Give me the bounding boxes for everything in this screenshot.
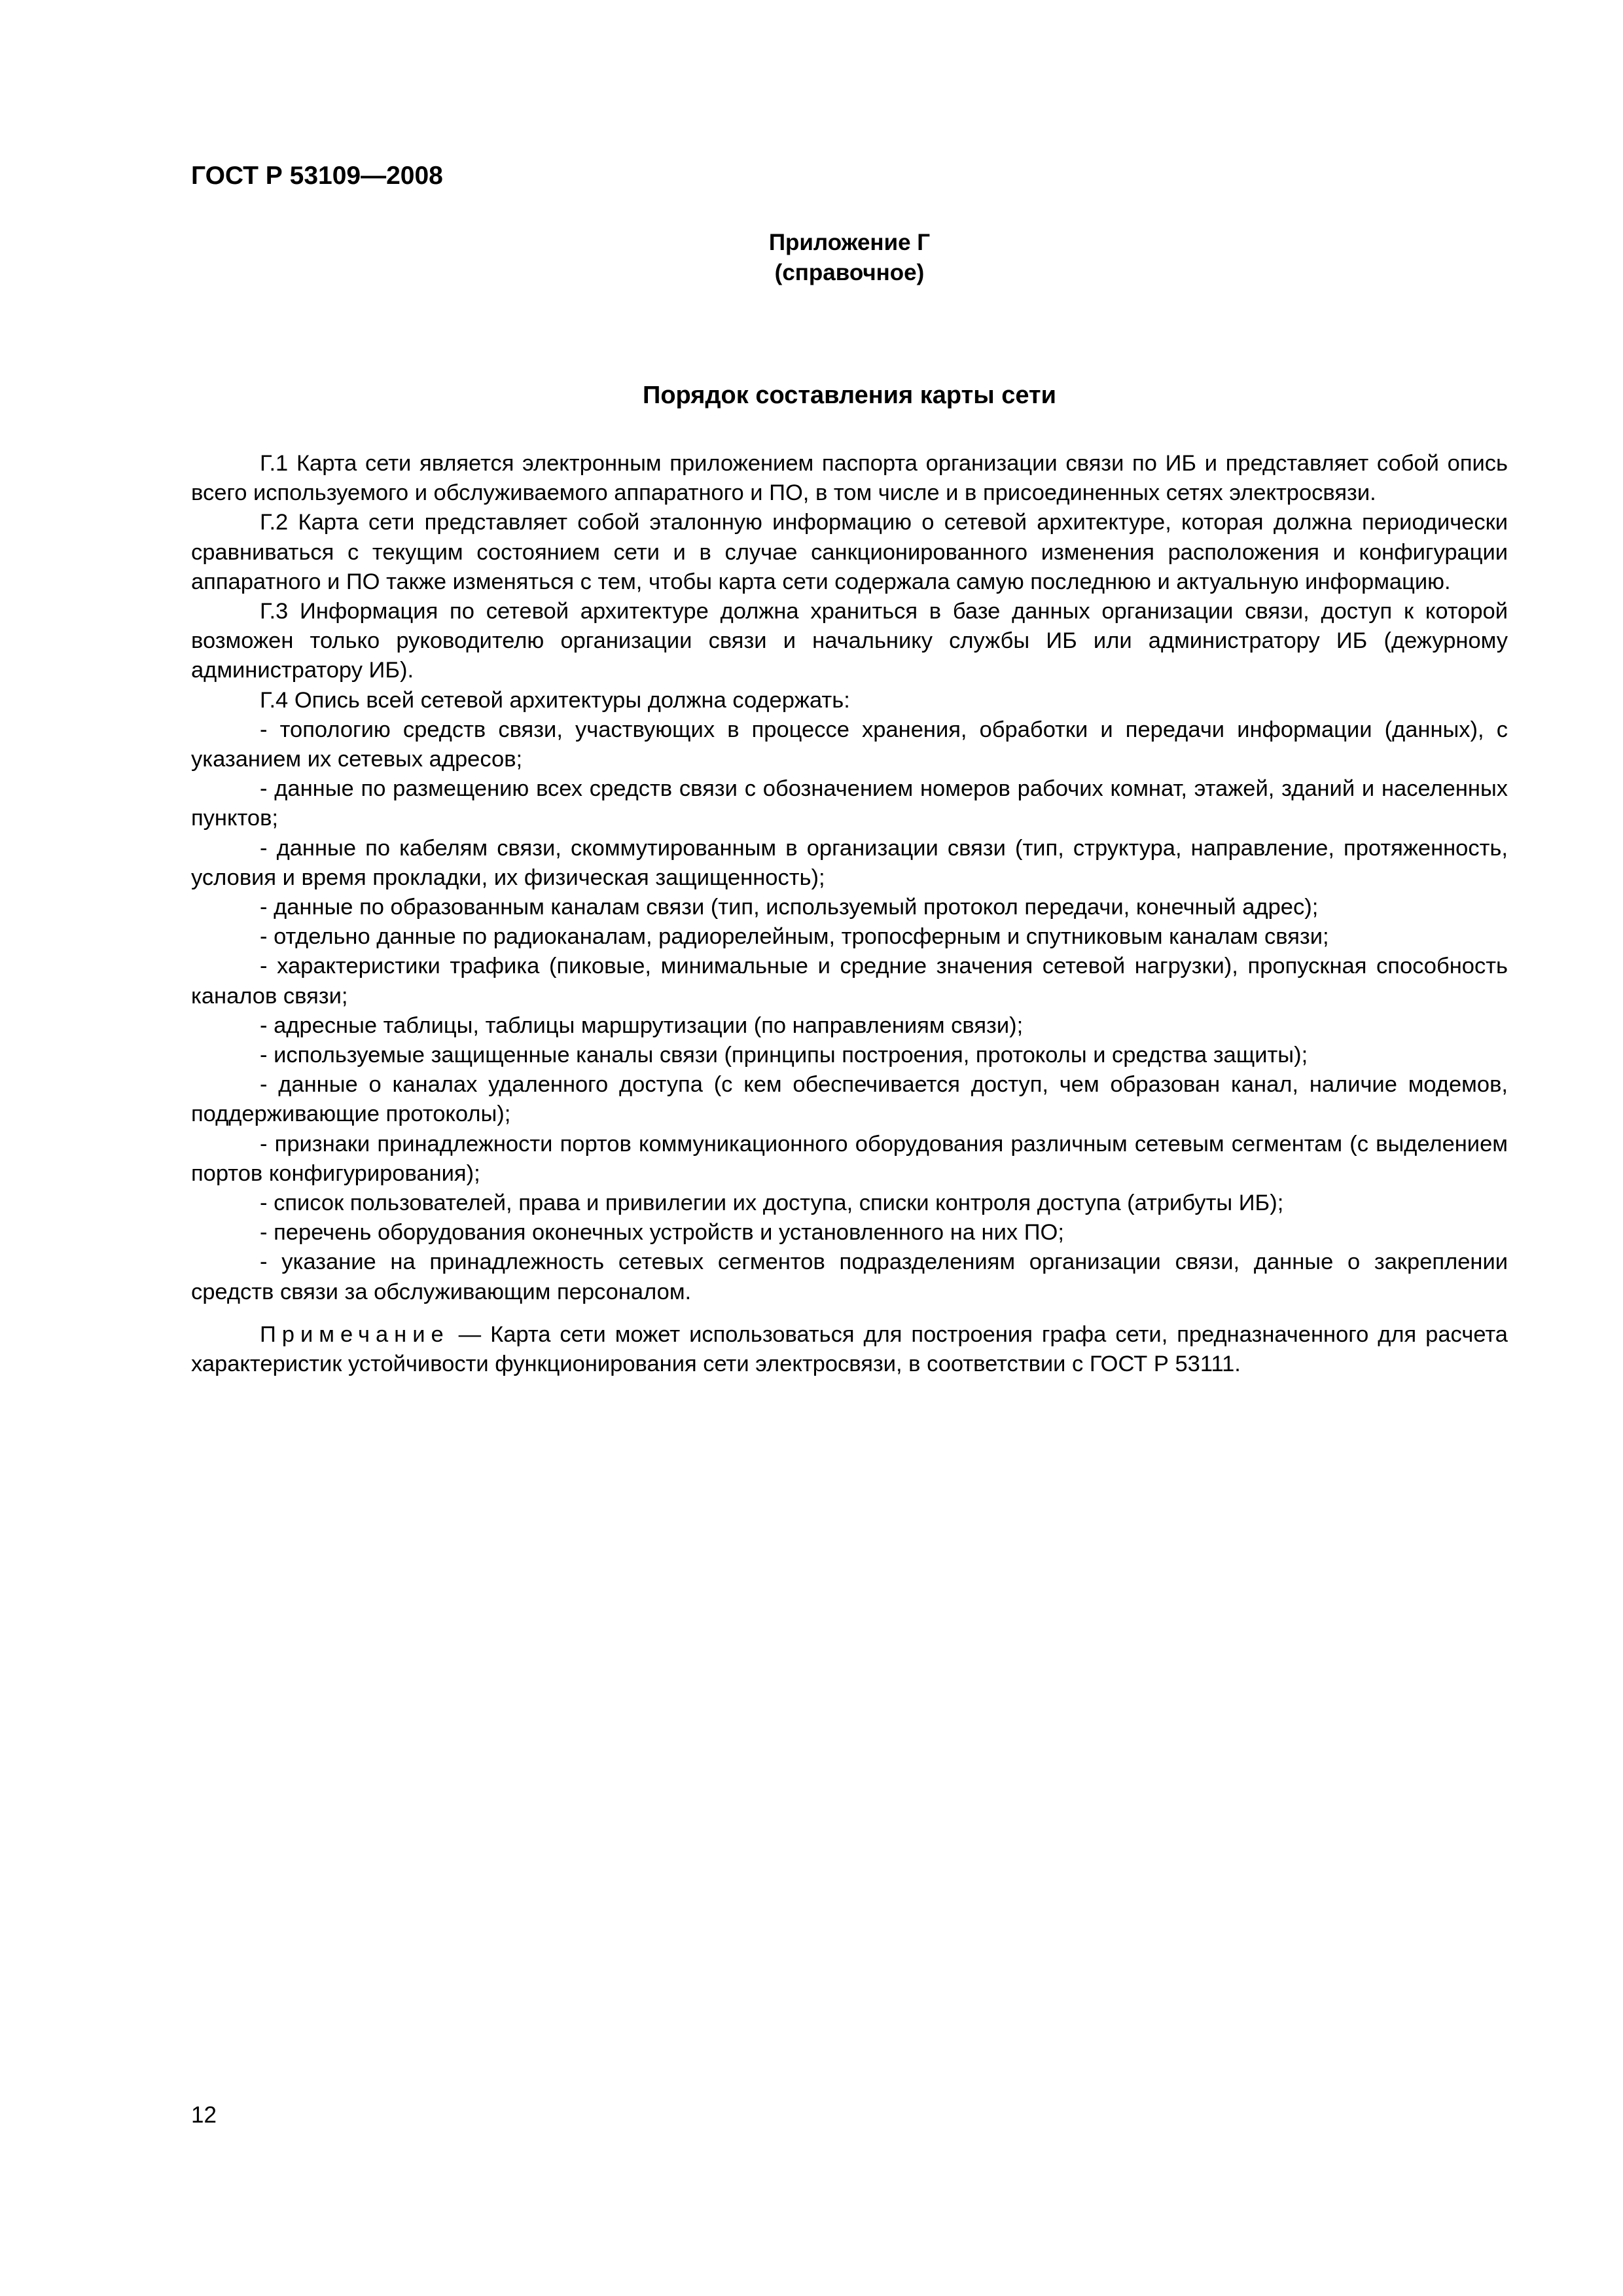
note-paragraph xyxy=(191,1320,1508,1379)
list-item: - данные по размещению всех средств связи с обозначением номеров рабочих комнат, этажей, зданий и населенных пунктов; xyxy=(191,776,1508,831)
note-text: — Карта сети может использоваться для построения графа сети, предназначенного для расчета характеристик устойчивости функционирования сети электросвязи, в соответствии с ГОСТ Р 53111. xyxy=(191,1321,1508,1377)
list-item: - топологию средств связи, участвующих в процессе хранения, обработки и передачи информации (данных), с указанием их сетевых адресов; xyxy=(191,717,1508,772)
paragraph-g1: Г.1 Карта сети является электронным приложением паспорта организации связи по ИБ и представляет собой опись всего используемого и обслуживаемого аппаратного и ПО, в том числе и в присоединенных сетях электросвязи. xyxy=(191,451,1508,506)
list-item: - список пользователей, права и привилегии их доступа, списки контроля доступа (атрибуты ИБ); xyxy=(260,1191,1284,1216)
body-text xyxy=(191,449,1508,1379)
list-item: - характеристики трафика (пиковые, минимальные и средние значения сетевой нагрузки), пропускная способность каналов связи; xyxy=(191,954,1508,1009)
section-title: Порядок составления карты сети xyxy=(643,382,1056,409)
list-item: - отдельно данные по радиоканалам, радиорелейным, тропосферным и спутниковым каналам связи; xyxy=(260,924,1329,950)
list-item: - адресные таблицы, таблицы маршрутизации (по направлениям связи); xyxy=(260,1013,1024,1038)
paragraph-g3: Г.3 Информация по сетевой архитектуре должна храниться в базе данных организации связи, доступ к которой возможен только руководителю организации связи и начальнику службы ИБ или администратору ИБ (дежурному администратору ИБ). xyxy=(191,599,1508,683)
list-item: - указание на принадлежность сетевых сегментов подразделениям организации связи, данные о закреплении средств связи за обслуживающим персоналом. xyxy=(191,1249,1508,1304)
page-number: 12 xyxy=(191,2102,217,2128)
paragraph-g2: Г.2 Карта сети представляет собой эталонную информацию о сетевой архитектуре, которая должна периодически сравниваться с текущим состоянием сети и в случае санкционированного изменения расположения и конфигурации аппаратного и ПО также изменяться с тем, чтобы карта сети содержала самую последнюю и актуальную информацию. xyxy=(191,510,1508,594)
annex-kind: (справочное) xyxy=(774,260,925,285)
list-item: - признаки принадлежности портов коммуникационного оборудования различным сетевым сегментам (с выделением портов конфигурирования); xyxy=(191,1131,1508,1186)
annex-title: Приложение Г xyxy=(768,230,931,255)
paragraph-g4: Г.4 Опись всей сетевой архитектуры должна содержать: xyxy=(260,687,850,713)
list-item: - данные по образованным каналам связи (тип, используемый протокол передачи, конечный адрес); xyxy=(260,895,1319,920)
standard-header: ГОСТ Р 53109—2008 xyxy=(191,162,443,190)
note-label: Примечание xyxy=(260,1321,450,1347)
list-item: - данные о каналах удаленного доступа (с кем обеспечивается доступ, чем образован канал, наличие модемов, поддерживающие протоколы); xyxy=(191,1072,1508,1127)
list-item: - перечень оборудования оконечных устройств и установленного на них ПО; xyxy=(260,1220,1064,1246)
list-item: - используемые защищенные каналы связи (принципы построения, протоколы и средства защиты); xyxy=(260,1043,1308,1068)
list-item: - данные по кабелям связи, скоммутированным в организации связи (тип, структура, направление, протяженность, условия и время прокладки, их физическая защищенность); xyxy=(191,835,1508,890)
